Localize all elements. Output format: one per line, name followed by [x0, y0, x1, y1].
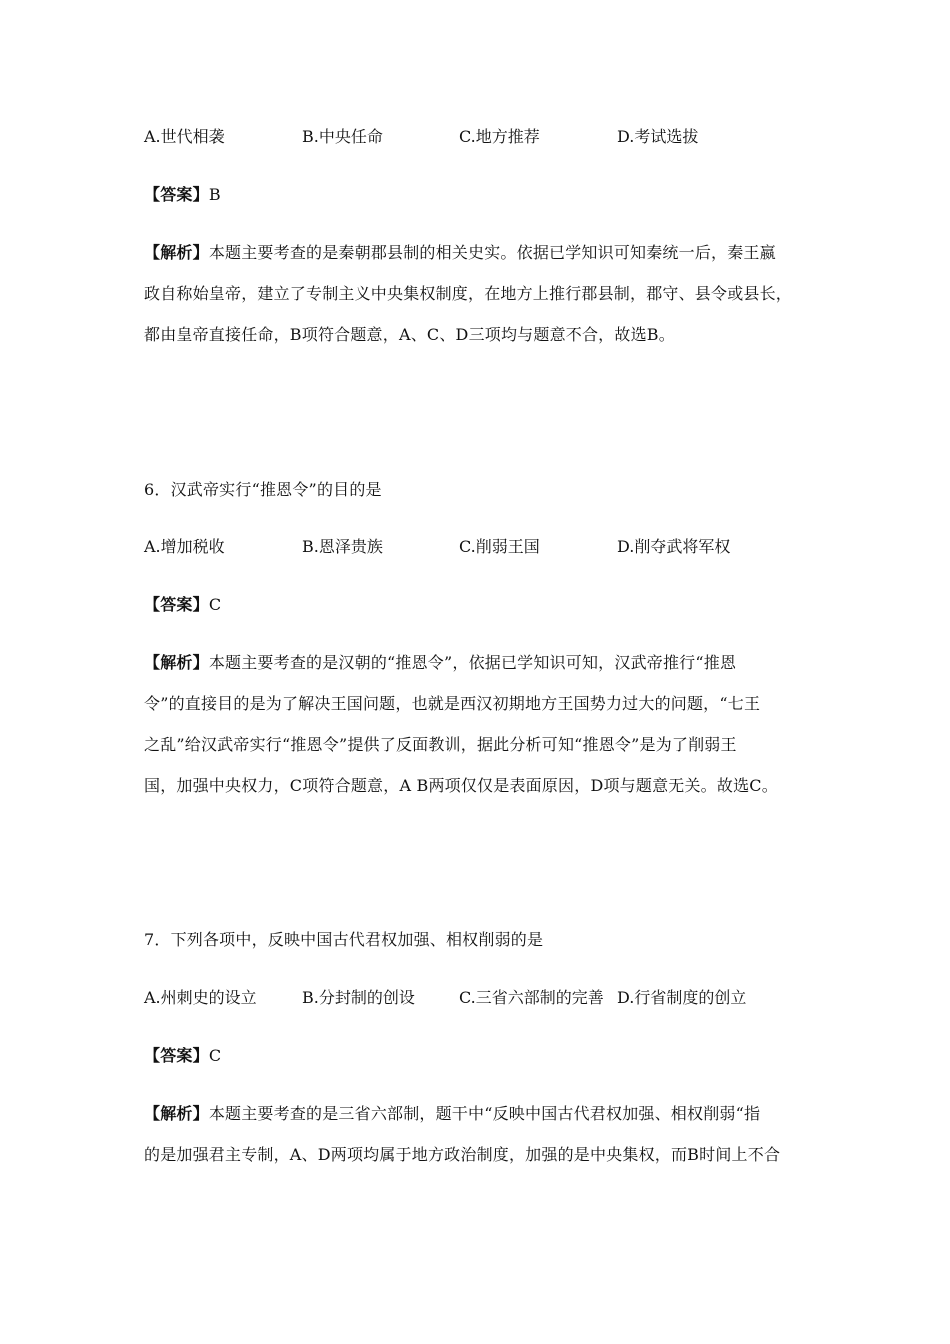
q6-option-a: A.增加税收: [144, 537, 225, 556]
q5-analysis-line-3: 都由皇帝直接任命，B项符合题意，A、C、D三项均与题意不合，故选B。: [144, 325, 675, 344]
q6-analysis-line-1: [144, 655, 736, 671]
analysis-label: 【解析】: [144, 653, 209, 672]
q7-question: 7．下列各项中，反映中国古代君权加强、相权削弱的是: [144, 930, 544, 949]
answer-label: 【答案】: [144, 185, 209, 204]
q5-analysis-line-1: [144, 245, 776, 261]
q5-analysis-line-2: 政自称始皇帝，建立了专制主义中央集权制度，在地方上推行郡县制，郡守、县令或县长，: [144, 284, 793, 303]
q5-option-b: B.中央任命: [302, 127, 383, 146]
q7-analysis-line-2: 的是加强君主专制，A、D两项均属于地方政治制度，加强的是中央集权，而B时间上不合: [144, 1145, 781, 1164]
q5-option-c: C.地方推荐: [459, 127, 540, 146]
answer-value: C: [208, 1046, 222, 1065]
answer-label: 【答案】: [144, 595, 209, 614]
answer-label: 【答案】: [144, 1046, 209, 1065]
q5-answer: [144, 187, 221, 203]
q6-option-d: D.削夺武将军权: [617, 537, 731, 556]
analysis-text: 本题主要考查的是汉朝的“推恩令”，依据已学知识可知，汉武帝推行“推恩: [208, 653, 737, 672]
q5-option-a: A.世代相袭: [144, 127, 225, 146]
analysis-text: 本题主要考查的是三省六部制，题干中“反映中国古代君权加强、相权削弱“指: [208, 1104, 761, 1123]
q7-option-b: B.分封制的创设: [302, 988, 415, 1007]
q6-analysis-line-2: 令”的直接目的是为了解决王国问题，也就是西汉初期地方王国势力过大的问题，“七王: [144, 694, 761, 713]
q7-option-c: C.三省六部制的完善: [459, 988, 604, 1007]
answer-value: C: [208, 595, 222, 614]
q6-answer: [144, 597, 221, 613]
q6-question: 6．汉武帝实行“推恩令”的目的是: [144, 480, 382, 499]
q7-analysis-line-1: [144, 1106, 760, 1122]
q7-answer: [144, 1048, 221, 1064]
q6-option-b: B.恩泽贵族: [302, 537, 383, 556]
q6-analysis-line-3: 之乱”给汉武帝实行“推恩令”提供了反面教训，据此分析可知“推恩令”是为了削弱王: [144, 735, 737, 754]
answer-value: B: [208, 185, 221, 204]
analysis-label: 【解析】: [144, 243, 209, 262]
q7-option-d: D.行省制度的创立: [617, 988, 747, 1007]
q6-option-c: C.削弱王国: [459, 537, 540, 556]
q7-option-a: A.州刺史的设立: [144, 988, 257, 1007]
q5-option-d: D.考试选拔: [617, 127, 699, 146]
analysis-label: 【解析】: [144, 1104, 209, 1123]
q6-analysis-line-4: 国，加强中央权力，C项符合题意，A B两项仅仅是表面原因，D项与题意无关。故选C。: [144, 776, 778, 795]
analysis-text: 本题主要考查的是秦朝郡县制的相关史实。依据已学知识可知秦统一后，秦王嬴: [208, 243, 776, 262]
